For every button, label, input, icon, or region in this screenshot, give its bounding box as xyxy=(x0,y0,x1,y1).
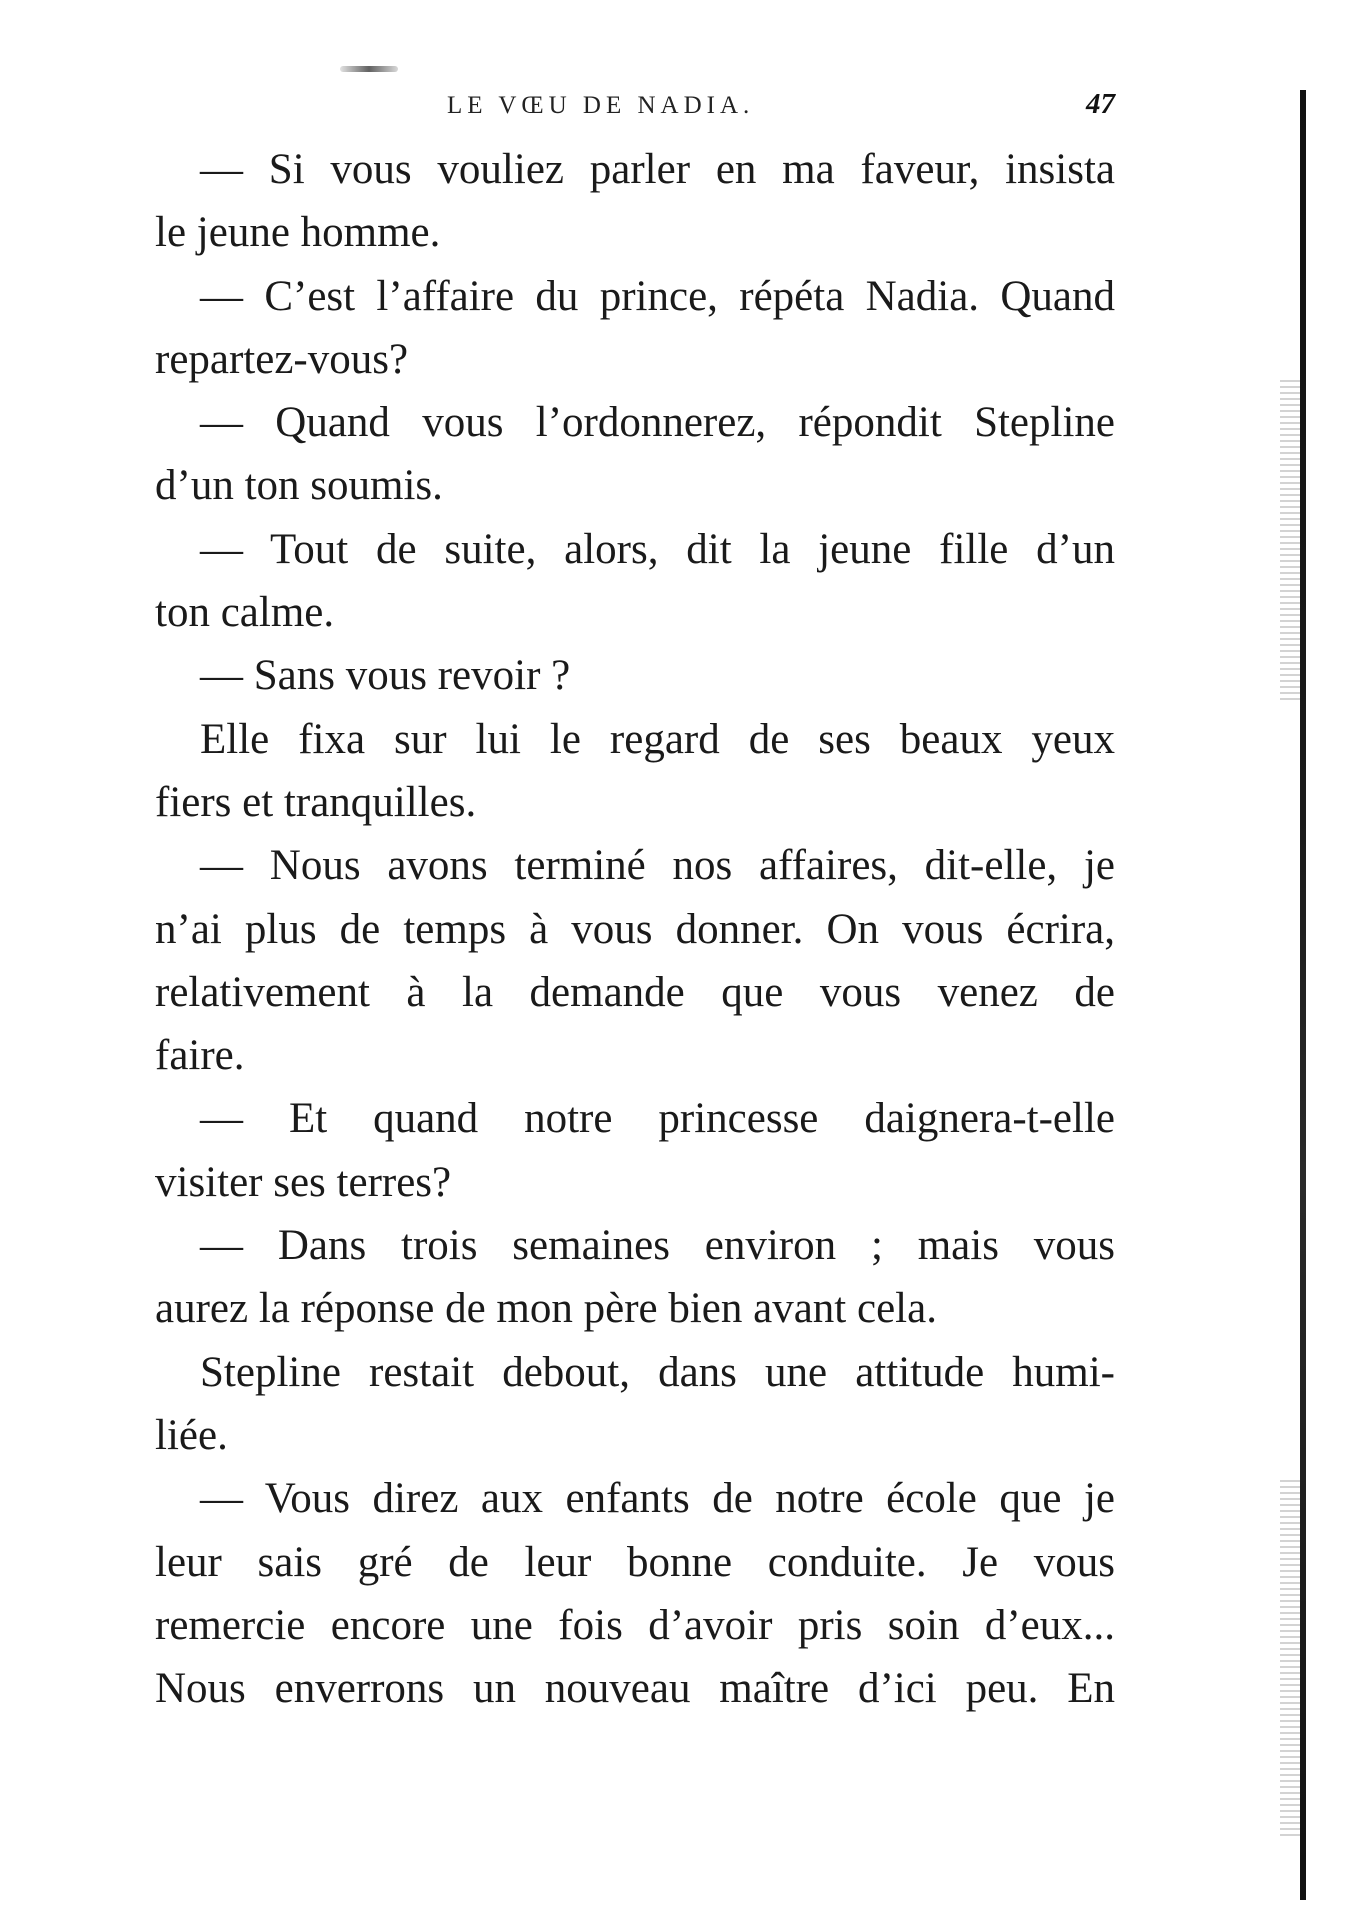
text-line: fiers et tranquilles. xyxy=(155,778,477,826)
page-edge xyxy=(1300,90,1306,1900)
binding-shadow xyxy=(1280,380,1300,700)
text-line: Nous enverrons un nouveau maître d’ici peu. En xyxy=(155,1665,1115,1713)
page-header xyxy=(155,88,1115,128)
text-line: relativement à la demande que vous venez de xyxy=(155,968,1115,1016)
text-line: — Et quand notre princesse daignera-t-elle xyxy=(200,1095,1115,1143)
binding-shadow xyxy=(1280,1480,1300,1840)
page-number: 47 xyxy=(1086,88,1115,120)
text-line: le jeune homme. xyxy=(155,209,441,257)
text-line: — C’est l’affaire du prince, répéta Nadia. Quand xyxy=(200,272,1115,320)
text-line: — Dans trois semaines environ ; mais vous xyxy=(200,1222,1115,1270)
text-line: aurez la réponse de mon père bien avant cela. xyxy=(155,1285,937,1333)
text-line: Elle fixa sur lui le regard de ses beaux yeux xyxy=(200,715,1115,763)
text-line: leur sais gré de leur bonne conduite. Je vous xyxy=(155,1538,1115,1586)
text-line: — Sans vous revoir ? xyxy=(200,652,571,700)
running-title: LE VŒU DE NADIA. xyxy=(447,92,755,119)
text-line: d’un ton soumis. xyxy=(155,462,443,510)
text-line: repartez-vous? xyxy=(155,335,409,383)
text-line: — Si vous vouliez parler en ma faveur, insista xyxy=(200,146,1115,193)
text-line: — Vous direz aux enfants de notre école que je xyxy=(200,1475,1115,1523)
text-line: liée. xyxy=(155,1411,228,1459)
text-line: Stepline restait debout, dans une attitude humi- xyxy=(200,1348,1115,1396)
text-line: visiter ses terres? xyxy=(155,1158,452,1206)
text-line: ton calme. xyxy=(155,589,335,637)
text-line: — Quand vous l’ordonnerez, répondit Stepline xyxy=(200,399,1115,447)
text-line: — Nous avons terminé nos affaires, dit-elle, je xyxy=(200,842,1115,890)
text-line: faire. xyxy=(155,1032,245,1080)
ink-smudge xyxy=(340,66,398,72)
body-text xyxy=(155,138,1115,1720)
text-line: n’ai plus de temps à vous donner. On vous écrira, xyxy=(155,905,1115,953)
text-line: remercie encore une fois d’avoir pris soin d’eux... xyxy=(155,1601,1115,1649)
text-line: — Tout de suite, alors, dit la jeune fille d’un xyxy=(200,525,1115,573)
